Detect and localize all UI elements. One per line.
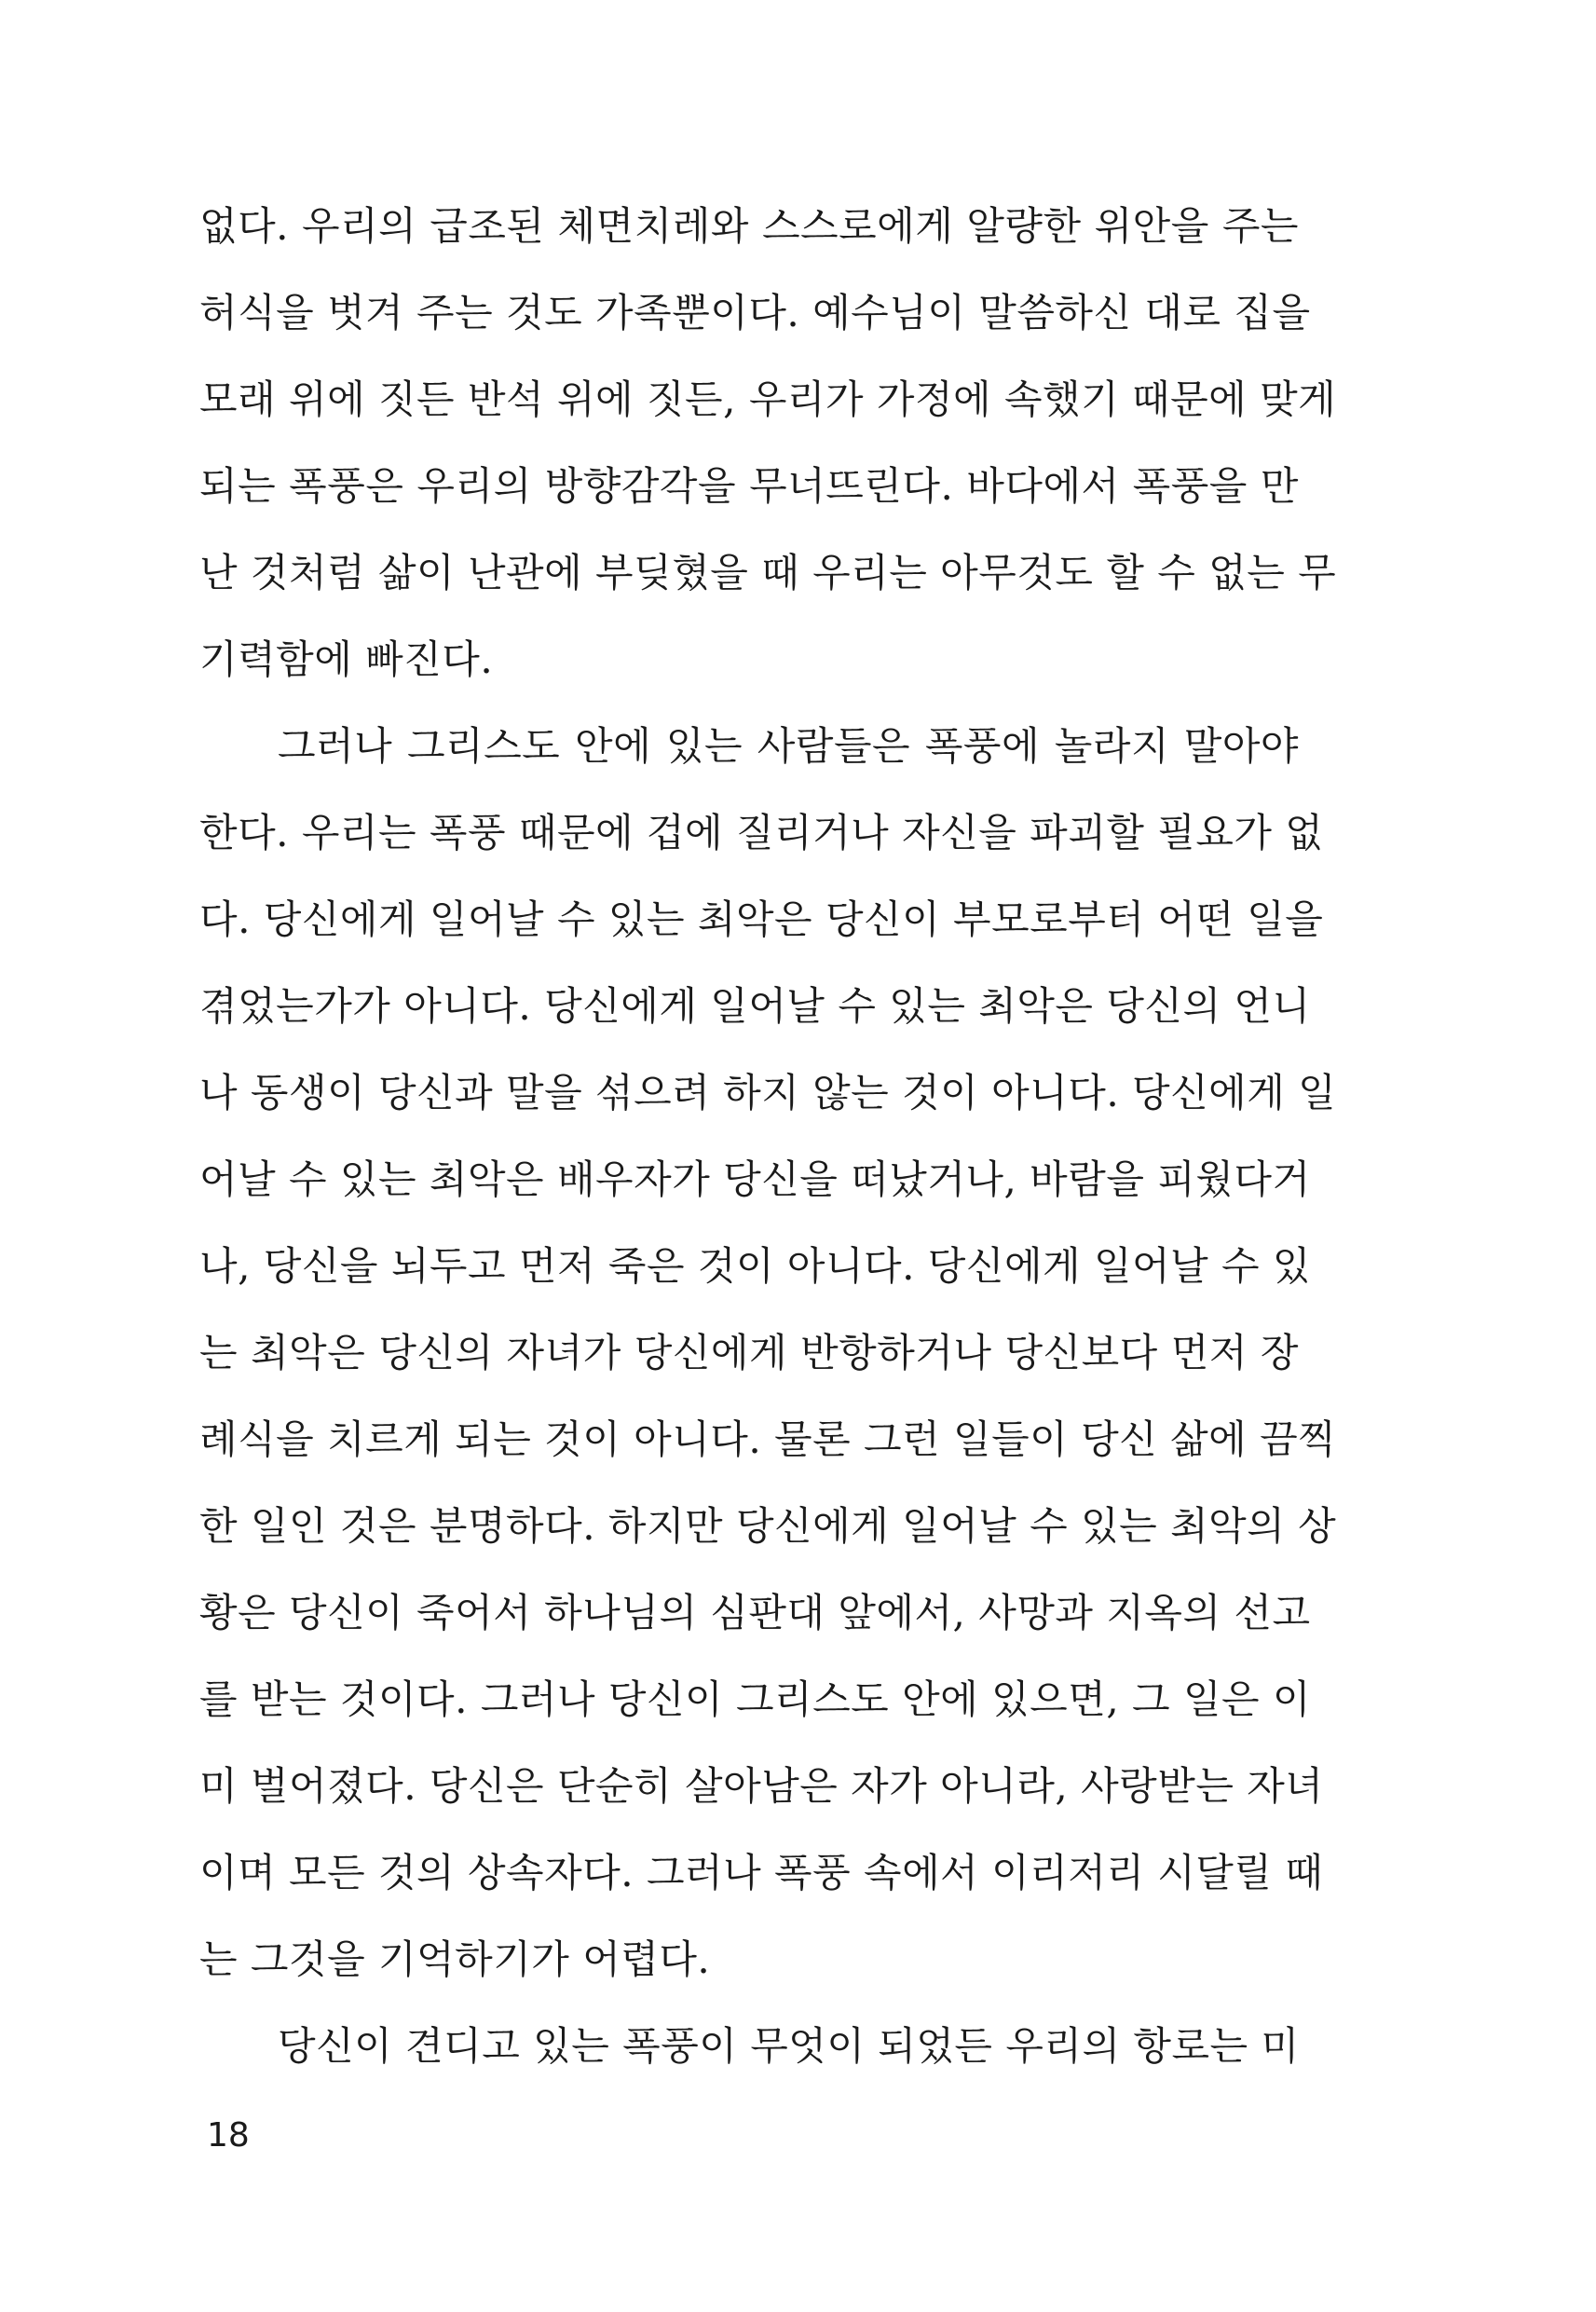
text-line: 허식을 벗겨 주는 것도 가족뿐이다. 예수님이 말씀하신 대로 집을 <box>199 290 1311 335</box>
text-line: 당신이 견디고 있는 폭풍이 무엇이 되었든 우리의 항로는 미 <box>278 2023 1300 2069</box>
text-line: 황은 당신이 죽어서 하나님의 심판대 앞에서, 사망과 지옥의 선고 <box>199 1590 1311 1635</box>
text-line: 나, 당신을 뇌두고 먼저 죽은 것이 아니다. 당신에게 일어날 수 있 <box>199 1243 1312 1289</box>
text-line: 를 받는 것이다. 그러나 당신이 그리스도 안에 있으면, 그 일은 이 <box>199 1676 1312 1722</box>
page-number: 18 <box>207 2116 250 2155</box>
text-line: 그러나 그리스도 안에 있는 사람들은 폭풍에 놀라지 말아야 <box>278 723 1299 769</box>
text-line: 없다. 우리의 급조된 체면치레와 스스로에게 알량한 위안을 주는 <box>199 203 1299 249</box>
text-line: 이며 모든 것의 상속자다. 그러나 폭풍 속에서 이리저리 시달릴 때 <box>199 1850 1324 1895</box>
text-line: 는 그것을 기억하기가 어렵다. <box>199 1936 711 1982</box>
text-line: 한다. 우리는 폭풍 때문에 겁에 질리거나 자신을 파괴할 필요가 없 <box>199 810 1324 855</box>
text-line: 되는 폭풍은 우리의 방향감각을 무너뜨린다. 바다에서 폭풍을 만 <box>199 463 1299 509</box>
text-line: 는 최악은 당신의 자녀가 당신에게 반항하거나 당신보다 먼저 장 <box>199 1330 1299 1375</box>
text-line: 나 동생이 당신과 말을 섞으려 하지 않는 것이 아니다. 당신에게 일 <box>199 1070 1337 1115</box>
text-line: 한 일인 것은 분명하다. 하지만 당신에게 일어날 수 있는 최악의 상 <box>199 1503 1337 1549</box>
text-line: 난 것처럼 삶이 난관에 부딪혔을 때 우리는 아무것도 할 수 없는 무 <box>199 550 1337 595</box>
text-line: 어날 수 있는 최악은 배우자가 당신을 떠났거나, 바람을 피웠다거 <box>199 1156 1311 1202</box>
body-text <box>199 183 1337 2089</box>
text-line: 미 벌어졌다. 당신은 단순히 살아남은 자가 아니라, 사랑받는 자녀 <box>199 1763 1324 1809</box>
text-line: 례식을 치르게 되는 것이 아니다. 물론 그런 일들이 당신 삶에 끔찍 <box>199 1416 1337 1462</box>
text-line: 다. 당신에게 일어날 수 있는 최악은 당신이 부모로부터 어떤 일을 <box>199 896 1324 942</box>
text-line: 기력함에 빠진다. <box>199 636 494 682</box>
text-line: 겪었는가가 아니다. 당신에게 일어날 수 있는 최악은 당신의 언니 <box>199 983 1311 1029</box>
text-line: 모래 위에 짓든 반석 위에 짓든, 우리가 가정에 속했기 때문에 맞게 <box>199 376 1337 422</box>
